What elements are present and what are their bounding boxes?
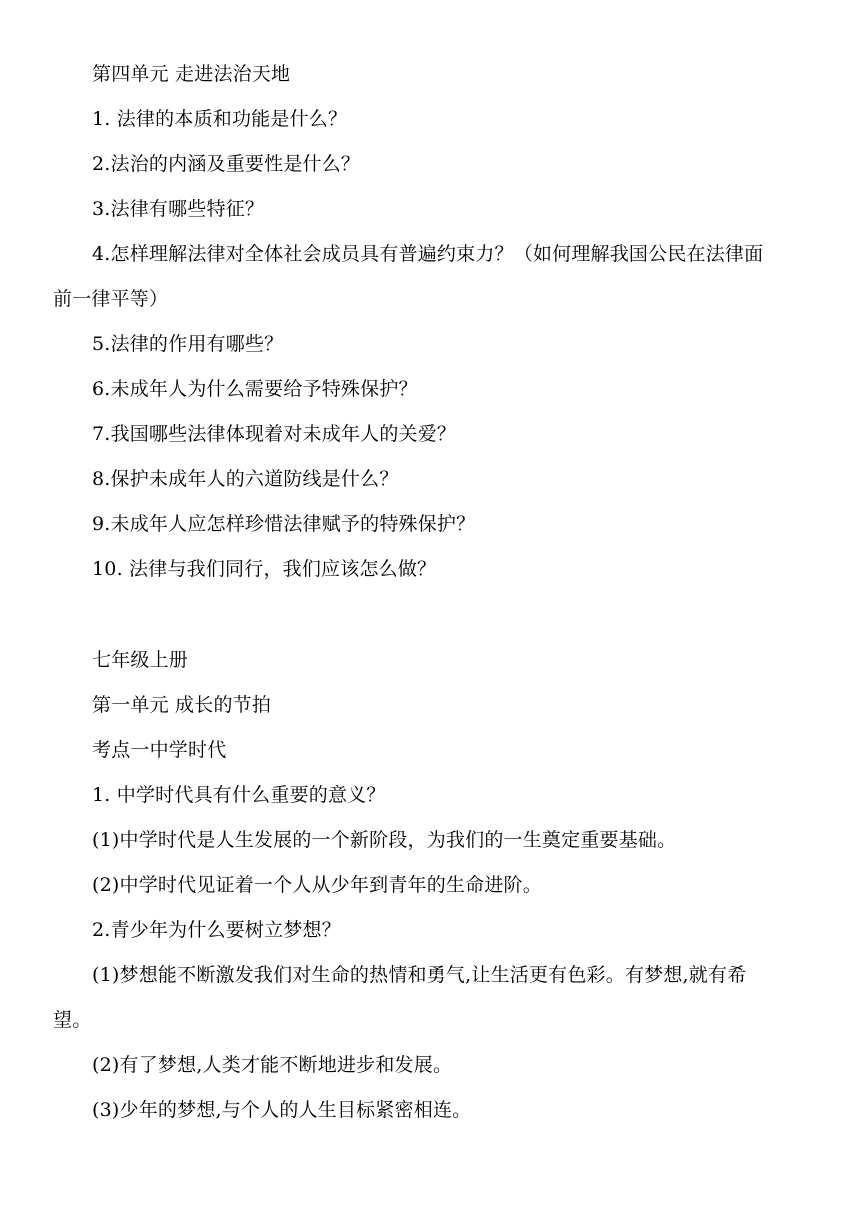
- question-7: 7.我国哪些法律体现着对未成年人的关爱？: [92, 423, 457, 445]
- content-line: 2.青少年为什么要树立梦想？: [92, 919, 341, 941]
- question-1: 1. 法律的本质和功能是什么？: [92, 108, 348, 130]
- question-5: 5.法律的作用有哪些？: [92, 333, 284, 355]
- question-4-continued: 前一律平等）: [53, 288, 169, 310]
- topic-heading: 考点一中学时代: [92, 739, 227, 761]
- question-6: 6.未成年人为什么需要给予特殊保护？: [92, 378, 418, 400]
- question-9: 9.未成年人应怎样珍惜法律赋予的特殊保护？: [92, 513, 476, 535]
- question-4: 4.怎样理解法律对全体社会成员具有普遍约束力？（如何理解我国公民在法律面: [92, 243, 764, 265]
- content-line: (1)中学时代是人生发展的一个新阶段，为我们的一生奠定重要基础。: [92, 829, 677, 851]
- question-2: 2.法治的内涵及重要性是什么？: [92, 153, 361, 175]
- question-8: 8.保护未成年人的六道防线是什么？: [92, 468, 399, 490]
- question-3: 3.法律有哪些特征？: [92, 198, 265, 220]
- content-line: 1. 中学时代具有什么重要的意义？: [92, 784, 386, 806]
- question-10: 10. 法律与我们同行，我们应该怎么做？: [92, 558, 437, 580]
- content-line: (3)少年的梦想,与个人的人生目标紧密相连。: [92, 1099, 472, 1121]
- book-title: 七年级上册: [92, 649, 189, 671]
- unit4-title: 第四单元 走进法治天地: [92, 63, 291, 85]
- content-line-continued: 望。: [53, 1009, 92, 1031]
- unit1-title: 第一单元 成长的节拍: [92, 694, 272, 716]
- content-line: (2)中学时代见证着一个人从少年到青年的生命进阶。: [92, 874, 542, 896]
- content-line: (1)梦想能不断激发我们对生命的热情和勇气,让生活更有色彩。有梦想,就有希: [92, 964, 747, 986]
- content-line: (2)有了梦想,人类才能不断地进步和发展。: [92, 1054, 453, 1076]
